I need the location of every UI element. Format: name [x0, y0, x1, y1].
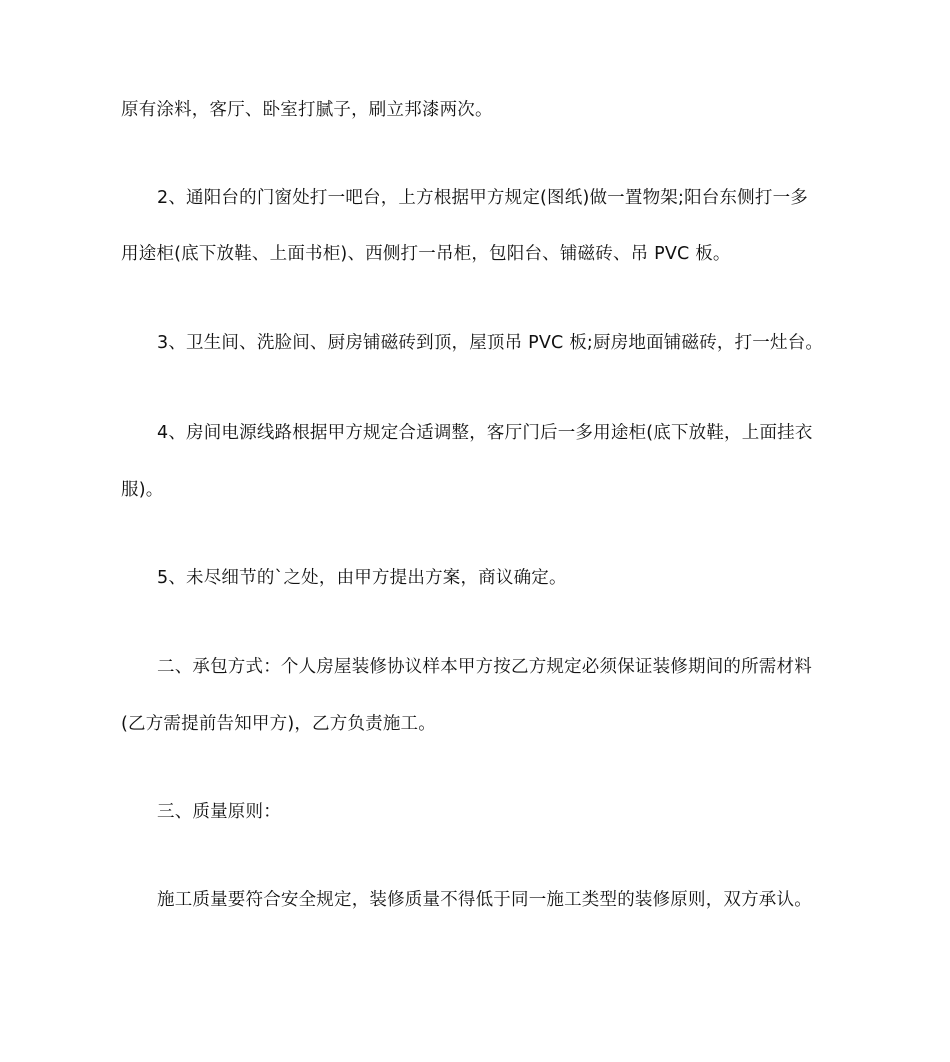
paragraph-line-3: 用途柜(底下放鞋、上面书柜)、西侧打一吊柜，包阳台、铺磁砖、吊 PVC 板。 [121, 244, 731, 264]
paragraph-line-9: (乙方需提前告知甲方)，乙方负责施工。 [121, 714, 436, 734]
paragraph-line-7: 5、未尽细节的`之处，由甲方提出方案，商议确定。 [157, 568, 567, 588]
paragraph-line-1: 原有涂料，客厅、卧室打腻子，刷立邦漆两次。 [121, 100, 493, 120]
section-heading-quality: 三、质量原则： [157, 802, 281, 822]
paragraph-line-8: 二、承包方式：个人房屋装修协议样本甲方按乙方规定必须保证装修期间的所需材料 [157, 657, 812, 677]
paragraph-line-5: 4、房间电源线路根据甲方规定合适调整，客厅门后一多用途柜(底下放鞋，上面挂衣 [157, 423, 813, 443]
paragraph-line-2: 2、通阳台的门窗处打一吧台，上方根据甲方规定(图纸)做一置物架;阳台东侧打一多 [157, 188, 808, 208]
paragraph-line-4: 3、卫生间、洗脸间、厨房铺磁砖到顶，屋顶吊 PVC 板;厨房地面铺磁砖，打一灶台。 [157, 333, 824, 353]
paragraph-line-11: 施工质量要符合安全规定，装修质量不得低于同一施工类型的装修原则，双方承认。 [157, 890, 812, 910]
paragraph-line-6: 服)。 [121, 480, 164, 500]
